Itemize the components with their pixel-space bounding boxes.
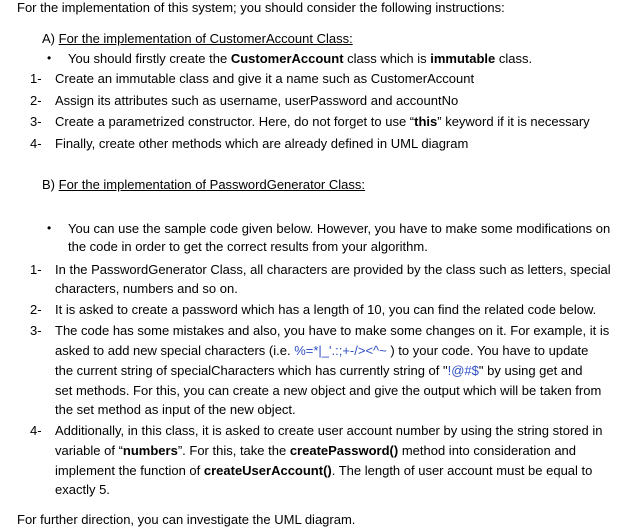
section-a-item-number: 3- (30, 114, 42, 129)
section-b-item-number: 2- (30, 302, 42, 317)
section-b-item-line: implement the function of createUserAccount(). The length of user account must be equal to (55, 463, 593, 478)
section-b-item-line: exactly 5. (55, 482, 110, 497)
section-b-item-line: characters, numbers and so on. (55, 281, 238, 296)
section-b-bullet-line: You can use the sample code given below. However, you have to make some modifications on (68, 221, 611, 236)
section-a-item-text: Create an immutable class and give it a name such as CustomerAccount (55, 71, 475, 86)
section-b-heading: B) For the implementation of PasswordGenerator Class: (42, 177, 365, 192)
section-b-item-number: 3- (30, 323, 42, 338)
footer-text: For further direction, you can investigate the UML diagram. (17, 512, 356, 527)
section-a-heading: A) For the implementation of CustomerAccount Class: (42, 31, 353, 46)
section-b-item-line: asked to add new special characters (i.e. %=*|_'.:;+-/><^~ ) to your code. You have to update (55, 343, 589, 358)
section-a-item-number: 4- (30, 136, 42, 151)
section-a-bullet-text: You should firstly create the CustomerAccount class which is immutable class. (68, 51, 533, 66)
section-b-item-line: The code has some mistakes and also, you have to make some changes on it. For example, it is (55, 323, 610, 338)
section-b-item-line: set methods. For this, you can create a new object and give the output which will be taken from (55, 383, 602, 398)
section-b-item-line: the set method as input of the new object. (55, 402, 296, 417)
section-b-item-line: variable of “numbers”. For this, take the createPassword() method into consideration and (55, 443, 577, 458)
special-characters: %=*|_'.:;+-/><^~ (294, 343, 387, 358)
section-b-item-number: 4- (30, 423, 42, 438)
section-a-item-text: Assign its attributes such as username, userPassword and accountNo (55, 93, 459, 108)
intro-text: For the implementation of this system; you should consider the following instructions: (17, 0, 505, 15)
section-b-item-number: 1- (30, 262, 42, 277)
section-b-bullet-line: the code in order to get the correct results from your algorithm. (68, 239, 428, 254)
section-b-item-line: the current string of specialCharacters which has currently string of "!@#$" by using get and (55, 363, 583, 378)
bullet-icon: • (47, 221, 52, 235)
section-a-item-text: Finally, create other methods which are already defined in UML diagram (55, 136, 469, 151)
section-b-item-line: Additionally, in this class, it is asked to create user account number by using the string stored in (55, 423, 603, 438)
section-a-item-number: 1- (30, 71, 42, 86)
section-b-item-line: It is asked to create a password which has a length of 10, you can find the related code below. (55, 302, 597, 317)
section-a-item-number: 2- (30, 93, 42, 108)
current-special-characters: !@#$ (447, 363, 479, 378)
bullet-icon: • (47, 51, 52, 65)
section-b-item-line: In the PasswordGenerator Class, all characters are provided by the class such as letters, special (55, 262, 611, 277)
section-a-item-text: Create a parametrized constructor. Here, do not forget to use “this” keyword if it is necessary (55, 114, 590, 129)
